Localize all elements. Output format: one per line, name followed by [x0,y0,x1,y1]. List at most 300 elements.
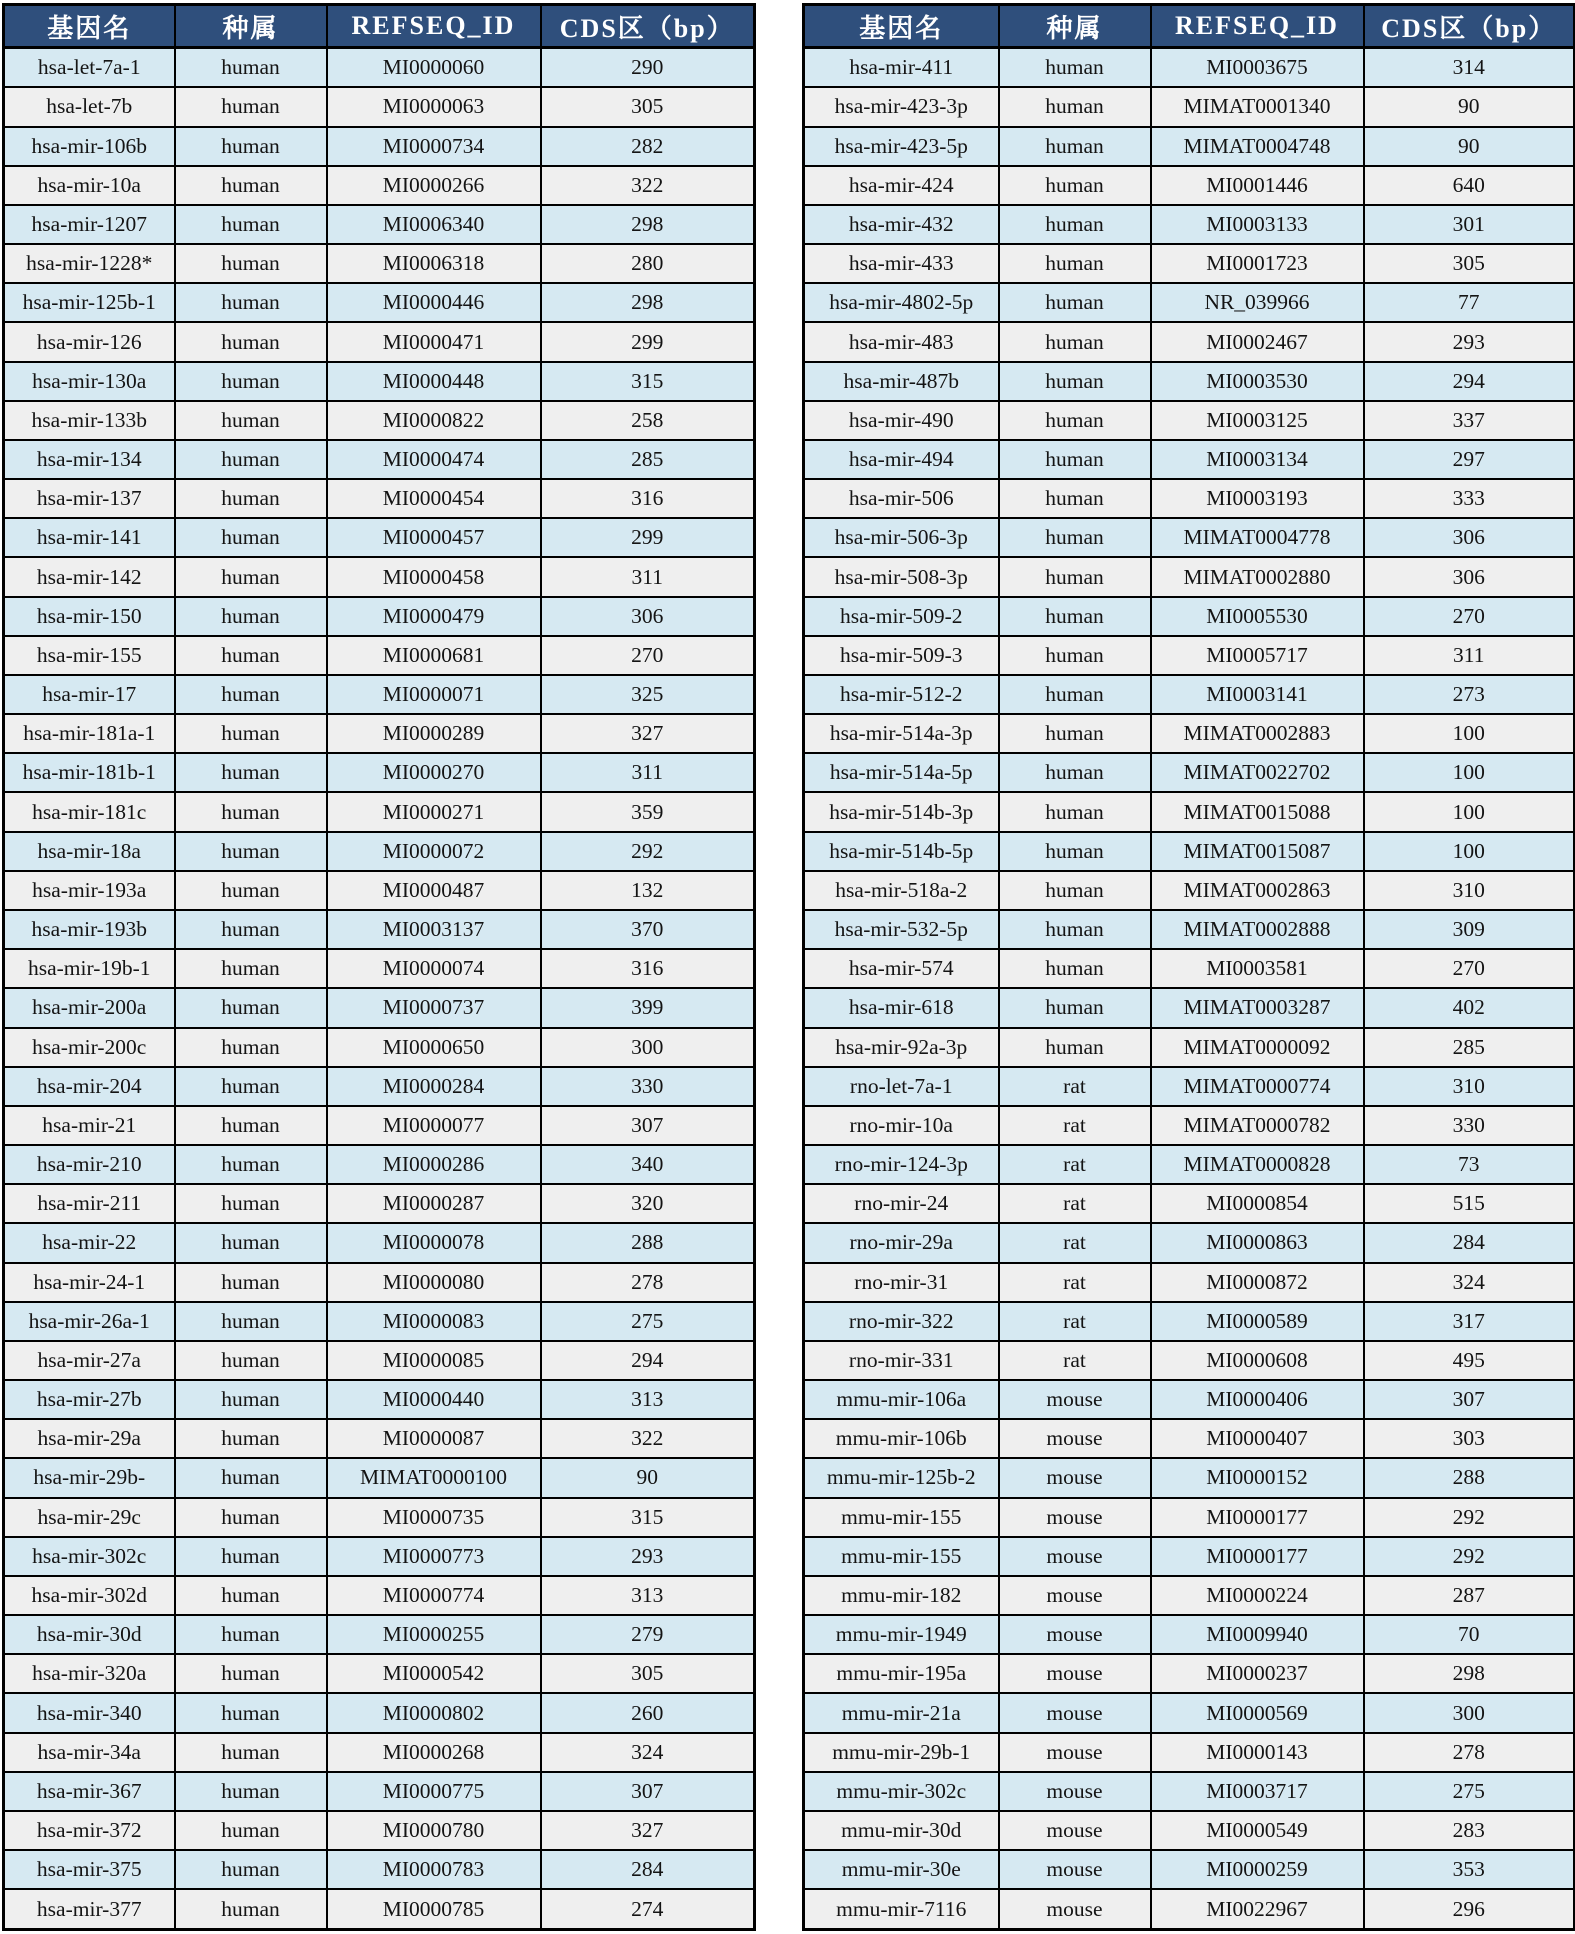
table-row [804,322,1575,361]
cds-length-cell: 278 [541,1263,755,1302]
refseq-id-cell: MIMAT0002888 [1151,910,1364,949]
gene-name-cell: hsa-mir-211 [4,1184,175,1223]
species-cell: human [175,362,327,401]
species-cell: human [175,1733,327,1772]
gene-name-cell: hsa-mir-92a-3p [804,1028,999,1067]
cds-length-cell: 320 [541,1184,755,1223]
table-row [4,988,755,1027]
species-cell: human [175,322,327,361]
col-header-species: 种属 [999,5,1151,48]
table-row [804,1223,1575,1262]
species-cell: human [175,205,327,244]
refseq-id-cell: MI0000287 [327,1184,541,1223]
col-header-gene-name: 基因名 [4,5,175,48]
species-cell: mouse [999,1537,1151,1576]
cds-length-cell: 337 [1364,401,1575,440]
table-row [804,675,1575,714]
cds-length-cell: 290 [541,48,755,88]
gene-name-cell: hsa-mir-514b-5p [804,832,999,871]
cds-length-cell: 293 [541,1537,755,1576]
table-row [804,1067,1575,1106]
gene-name-cell: hsa-mir-130a [4,362,175,401]
gene-name-cell: hsa-mir-27b [4,1380,175,1419]
gene-name-cell: hsa-mir-27a [4,1341,175,1380]
cds-length-cell: 270 [1364,949,1575,988]
table-row [804,1263,1575,1302]
refseq-id-cell: MI0000471 [327,322,541,361]
table-row [804,1772,1575,1811]
table-row [804,597,1575,636]
species-cell: rat [999,1067,1151,1106]
refseq-id-cell: MI0000454 [327,479,541,518]
gene-name-cell: hsa-mir-125b-1 [4,283,175,322]
refseq-id-cell: MI0000074 [327,949,541,988]
gene-name-cell: hsa-mir-142 [4,557,175,596]
species-cell: human [175,244,327,283]
cds-length-cell: 309 [1364,910,1575,949]
refseq-id-cell: MI0003193 [1151,479,1364,518]
refseq-id-cell: MIMAT0003287 [1151,988,1364,1027]
cds-length-cell: 90 [1364,87,1575,126]
species-cell: human [175,1028,327,1067]
cds-length-cell: 327 [541,1811,755,1850]
gene-name-cell: mmu-mir-155 [804,1537,999,1576]
header-row [804,5,1575,48]
gene-name-cell: hsa-mir-514a-5p [804,753,999,792]
refseq-id-cell: MI0000259 [1151,1850,1364,1889]
cds-length-cell: 298 [541,205,755,244]
cds-length-cell: 330 [541,1067,755,1106]
gene-name-cell: rno-mir-331 [804,1341,999,1380]
gene-name-cell: hsa-mir-411 [804,48,999,88]
table-row [804,205,1575,244]
refseq-id-cell: MI0000569 [1151,1693,1364,1732]
gene-name-cell: rno-mir-29a [804,1223,999,1262]
species-cell: human [175,1850,327,1889]
table-row [804,1341,1575,1380]
cds-length-cell: 278 [1364,1733,1575,1772]
table-row [804,1615,1575,1654]
cds-length-cell: 306 [541,597,755,636]
refseq-id-cell: MI0000785 [327,1889,541,1929]
species-cell: human [175,1889,327,1929]
right-table-header [804,5,1575,48]
refseq-id-cell: MI0000783 [327,1850,541,1889]
cds-length-cell: 284 [541,1850,755,1889]
gene-name-cell: hsa-mir-423-5p [804,127,999,166]
table-row [804,1654,1575,1693]
gene-name-cell: rno-mir-124-3p [804,1145,999,1184]
species-cell: human [999,48,1151,88]
refseq-id-cell: MI0000255 [327,1615,541,1654]
refseq-id-cell: MIMAT0022702 [1151,753,1364,792]
gene-name-cell: hsa-mir-512-2 [804,675,999,714]
species-cell: human [999,283,1151,322]
species-cell: human [175,753,327,792]
species-cell: mouse [999,1576,1151,1615]
species-cell: human [999,988,1151,1027]
cds-length-cell: 324 [1364,1263,1575,1302]
refseq-id-cell: MI0005717 [1151,636,1364,675]
refseq-id-cell: MI0001446 [1151,166,1364,205]
refseq-id-cell: MI0000268 [327,1733,541,1772]
refseq-id-cell: MI0000542 [327,1654,541,1693]
cds-length-cell: 70 [1364,1615,1575,1654]
species-cell: human [175,1067,327,1106]
species-cell: rat [999,1106,1151,1145]
refseq-id-cell: MI0002467 [1151,322,1364,361]
gene-name-cell: mmu-mir-106a [804,1380,999,1419]
gene-name-cell: hsa-mir-514a-3p [804,714,999,753]
refseq-id-cell: MI0000474 [327,440,541,479]
cds-length-cell: 279 [541,1615,755,1654]
table-row [4,832,755,871]
gene-name-cell: mmu-mir-30d [804,1811,999,1850]
table-row [4,127,755,166]
species-cell: mouse [999,1380,1151,1419]
refseq-id-cell: MI0000822 [327,401,541,440]
refseq-id-cell: MI0000458 [327,557,541,596]
refseq-id-cell: MI0000406 [1151,1380,1364,1419]
cds-length-cell: 316 [541,479,755,518]
table-row [4,1811,755,1850]
refseq-id-cell: MI0000549 [1151,1811,1364,1850]
refseq-id-cell: MI0000224 [1151,1576,1364,1615]
gene-name-cell: mmu-mir-21a [804,1693,999,1732]
refseq-id-cell: MI0000448 [327,362,541,401]
table-row [4,440,755,479]
species-cell: human [999,557,1151,596]
refseq-id-cell: MI0000802 [327,1693,541,1732]
gene-name-cell: hsa-mir-26a-1 [4,1302,175,1341]
table-row [804,87,1575,126]
table-row [804,1733,1575,1772]
species-cell: mouse [999,1733,1151,1772]
cds-length-cell: 316 [541,949,755,988]
cds-length-cell: 305 [541,1654,755,1693]
species-cell: human [175,675,327,714]
cds-length-cell: 299 [541,322,755,361]
gene-name-cell: hsa-mir-514b-3p [804,792,999,831]
gene-name-cell: hsa-mir-200a [4,988,175,1027]
cds-length-cell: 325 [541,675,755,714]
species-cell: human [175,557,327,596]
cds-length-cell: 399 [541,988,755,1027]
cds-length-cell: 305 [541,87,755,126]
species-cell: human [175,1380,327,1419]
species-cell: rat [999,1341,1151,1380]
gene-name-cell: rno-mir-24 [804,1184,999,1223]
gene-name-cell: hsa-mir-193a [4,871,175,910]
refseq-id-cell: MI0003675 [1151,48,1364,88]
col-header-refseq-id: REFSEQ_ID [327,5,541,48]
species-cell: human [999,205,1151,244]
gene-name-cell: hsa-mir-181c [4,792,175,831]
cds-length-cell: 100 [1364,792,1575,831]
species-cell: human [999,1028,1151,1067]
table-row [804,557,1575,596]
cds-length-cell: 292 [1364,1498,1575,1537]
table-row [4,949,755,988]
left-table-body [4,48,755,1930]
cds-length-cell: 275 [1364,1772,1575,1811]
table-row [4,792,755,831]
species-cell: human [999,636,1151,675]
gene-name-cell: hsa-mir-155 [4,636,175,675]
refseq-id-cell: MI0000440 [327,1380,541,1419]
table-row [4,1850,755,1889]
species-cell: human [999,440,1151,479]
species-cell: human [175,1498,327,1537]
gene-name-cell: hsa-mir-17 [4,675,175,714]
gene-name-cell: hsa-mir-10a [4,166,175,205]
gene-name-cell: hsa-mir-490 [804,401,999,440]
refseq-id-cell: MI0000863 [1151,1223,1364,1262]
table-row [804,1458,1575,1497]
cds-length-cell: 495 [1364,1341,1575,1380]
table-row [804,1028,1575,1067]
species-cell: human [999,362,1151,401]
gene-name-cell: rno-mir-31 [804,1263,999,1302]
cds-length-cell: 311 [541,753,755,792]
species-cell: human [999,675,1151,714]
cds-length-cell: 640 [1364,166,1575,205]
col-header-cds-length: CDS区（bp） [541,5,755,48]
gene-name-cell: hsa-mir-375 [4,1850,175,1889]
refseq-id-cell: MI0000608 [1151,1341,1364,1380]
table-row [4,714,755,753]
gene-name-cell: hsa-mir-506 [804,479,999,518]
table-row [4,1419,755,1458]
table-row [4,1615,755,1654]
table-row [4,1028,755,1067]
species-cell: human [999,401,1151,440]
cds-length-cell: 370 [541,910,755,949]
gene-name-cell: hsa-mir-106b [4,127,175,166]
table-row [4,1654,755,1693]
cds-length-cell: 313 [541,1576,755,1615]
refseq-id-cell: MI0000063 [327,87,541,126]
cds-length-cell: 280 [541,244,755,283]
gene-name-cell: hsa-mir-509-3 [804,636,999,675]
species-cell: human [175,1537,327,1576]
gene-name-cell: hsa-mir-133b [4,401,175,440]
gene-name-cell: hsa-mir-18a [4,832,175,871]
gene-name-cell: hsa-mir-34a [4,1733,175,1772]
gene-name-cell: hsa-mir-367 [4,1772,175,1811]
species-cell: human [999,597,1151,636]
table-row [4,244,755,283]
cds-length-cell: 288 [541,1223,755,1262]
refseq-id-cell: MIMAT0000782 [1151,1106,1364,1145]
cds-length-cell: 322 [541,166,755,205]
right-gene-table [802,3,1575,1931]
species-cell: human [175,1458,327,1497]
cds-length-cell: 330 [1364,1106,1575,1145]
table-row [4,283,755,322]
refseq-id-cell: MI0006340 [327,205,541,244]
table-row [4,1733,755,1772]
header-row [4,5,755,48]
species-cell: human [999,832,1151,871]
species-cell: human [999,322,1151,361]
gene-name-cell: hsa-mir-181b-1 [4,753,175,792]
cds-length-cell: 402 [1364,988,1575,1027]
refseq-id-cell: MI0000152 [1151,1458,1364,1497]
species-cell: human [175,283,327,322]
cds-length-cell: 311 [1364,636,1575,675]
table-row [4,322,755,361]
cds-length-cell: 301 [1364,205,1575,244]
refseq-id-cell: MI0000078 [327,1223,541,1262]
species-cell: human [999,871,1151,910]
cds-length-cell: 292 [541,832,755,871]
gene-name-cell: hsa-mir-483 [804,322,999,361]
refseq-id-cell: MIMAT0002883 [1151,714,1364,753]
refseq-id-cell: MI0000734 [327,127,541,166]
refseq-id-cell: MI0000487 [327,871,541,910]
cds-length-cell: 307 [1364,1380,1575,1419]
refseq-id-cell: MI0000774 [327,1576,541,1615]
table-row [804,127,1575,166]
table-row [804,1889,1575,1929]
refseq-id-cell: MIMAT0004748 [1151,127,1364,166]
refseq-id-cell: MI0003137 [327,910,541,949]
refseq-id-cell: MI0003581 [1151,949,1364,988]
refseq-id-cell: MI0000479 [327,597,541,636]
gene-name-cell: hsa-mir-377 [4,1889,175,1929]
table-row [804,362,1575,401]
table-row [4,1106,755,1145]
gene-name-cell: hsa-mir-302d [4,1576,175,1615]
species-cell: human [175,1223,327,1262]
refseq-id-cell: MI0001723 [1151,244,1364,283]
refseq-id-cell: MI0003141 [1151,675,1364,714]
cds-length-cell: 310 [1364,1067,1575,1106]
cds-length-cell: 324 [541,1733,755,1772]
gene-name-cell: mmu-mir-106b [804,1419,999,1458]
species-cell: human [175,1106,327,1145]
refseq-id-cell: MI0000650 [327,1028,541,1067]
cds-length-cell: 285 [541,440,755,479]
species-cell: human [999,479,1151,518]
table-row [4,871,755,910]
refseq-id-cell: MIMAT0002863 [1151,871,1364,910]
table-row [804,1106,1575,1145]
gene-name-cell: hsa-mir-494 [804,440,999,479]
cds-length-cell: 315 [541,362,755,401]
species-cell: human [175,1772,327,1811]
cds-length-cell: 273 [1364,675,1575,714]
cds-length-cell: 258 [541,401,755,440]
refseq-id-cell: MI0000077 [327,1106,541,1145]
species-cell: human [999,753,1151,792]
gene-name-cell: hsa-mir-200c [4,1028,175,1067]
table-row [804,1693,1575,1732]
gene-name-cell: hsa-mir-24-1 [4,1263,175,1302]
cds-length-cell: 77 [1364,283,1575,322]
gene-name-cell: hsa-mir-518a-2 [804,871,999,910]
table-row [4,205,755,244]
table-row [4,1263,755,1302]
cds-length-cell: 322 [541,1419,755,1458]
species-cell: rat [999,1223,1151,1262]
cds-length-cell: 306 [1364,518,1575,557]
species-cell: human [175,636,327,675]
species-cell: human [175,1615,327,1654]
left-table-header [4,5,755,48]
cds-length-cell: 317 [1364,1302,1575,1341]
table-row [4,1302,755,1341]
species-cell: rat [999,1184,1151,1223]
cds-length-cell: 100 [1364,714,1575,753]
refseq-id-cell: MIMAT0000100 [327,1458,541,1497]
left-gene-table [2,3,756,1931]
species-cell: human [175,401,327,440]
refseq-id-cell: MI0000177 [1151,1537,1364,1576]
table-row [804,1184,1575,1223]
cds-length-cell: 283 [1364,1811,1575,1850]
species-cell: human [999,518,1151,557]
gene-name-cell: hsa-mir-340 [4,1693,175,1732]
table-row [4,1380,755,1419]
table-row [804,283,1575,322]
species-cell: human [175,1576,327,1615]
cds-length-cell: 299 [541,518,755,557]
cds-length-cell: 294 [541,1341,755,1380]
species-cell: human [175,1693,327,1732]
col-header-gene-name: 基因名 [804,5,999,48]
cds-length-cell: 340 [541,1145,755,1184]
cds-length-cell: 100 [1364,753,1575,792]
species-cell: mouse [999,1850,1151,1889]
gene-name-cell: hsa-mir-137 [4,479,175,518]
refseq-id-cell: MI0005530 [1151,597,1364,636]
table-row [804,48,1575,88]
cds-length-cell: 270 [1364,597,1575,636]
gene-name-cell: hsa-mir-4802-5p [804,283,999,322]
refseq-id-cell: MI0000589 [1151,1302,1364,1341]
refseq-id-cell: MI0000284 [327,1067,541,1106]
table-row [4,1693,755,1732]
refseq-id-cell: MI0000407 [1151,1419,1364,1458]
gene-name-cell: hsa-mir-22 [4,1223,175,1262]
gene-name-cell: hsa-mir-423-3p [804,87,999,126]
species-cell: human [999,949,1151,988]
table-row [4,1184,755,1223]
col-header-cds-length: CDS区（bp） [1364,5,1575,48]
gene-name-cell: hsa-mir-181a-1 [4,714,175,753]
table-row [4,1537,755,1576]
refseq-id-cell: MI0000083 [327,1302,541,1341]
table-row [4,166,755,205]
gene-name-cell: mmu-mir-30e [804,1850,999,1889]
cds-length-cell: 313 [541,1380,755,1419]
table-row [4,1341,755,1380]
table-row [4,1067,755,1106]
cds-length-cell: 260 [541,1693,755,1732]
gene-name-cell: hsa-mir-29c [4,1498,175,1537]
table-row [804,871,1575,910]
gene-name-cell: hsa-mir-487b [804,362,999,401]
species-cell: mouse [999,1889,1151,1929]
species-cell: human [999,166,1151,205]
table-row [4,48,755,88]
species-cell: human [175,871,327,910]
refseq-id-cell: MI0000773 [327,1537,541,1576]
species-cell: human [175,479,327,518]
table-row [804,1498,1575,1537]
